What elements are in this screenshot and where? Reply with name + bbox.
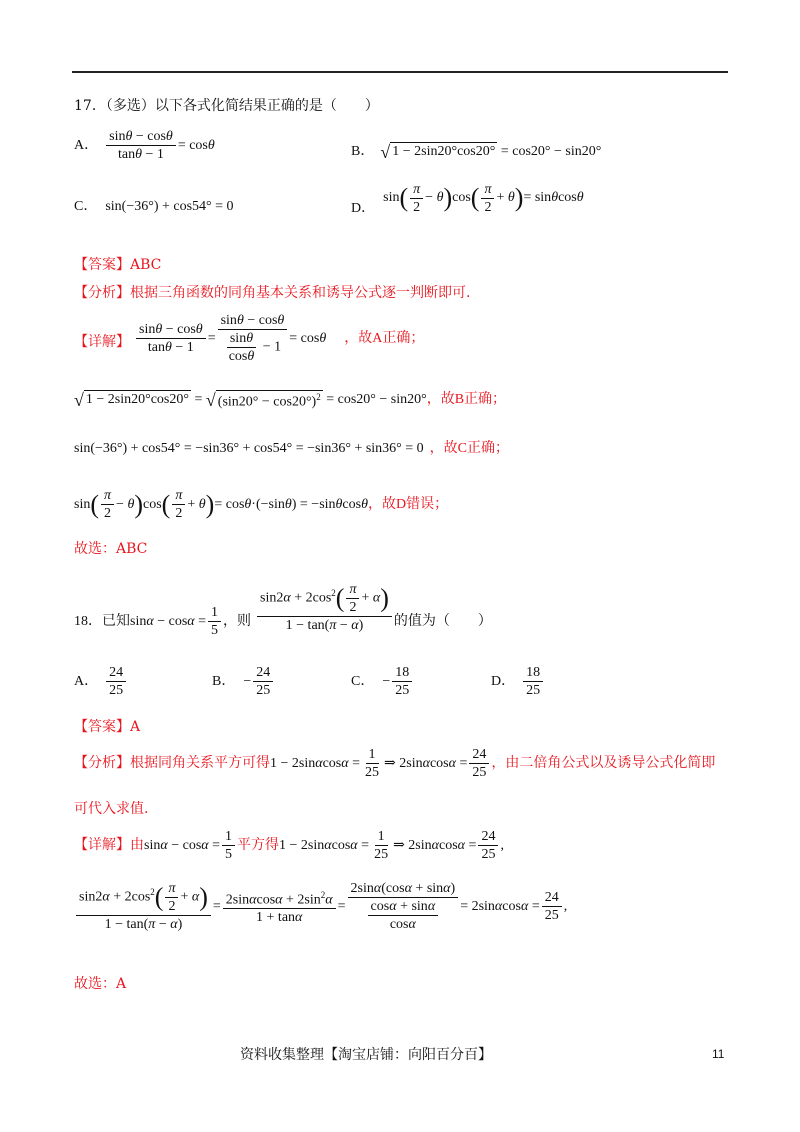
stem-prefix: 18．已知: [74, 613, 130, 629]
q17-answer: 【答案】ABC: [74, 257, 162, 273]
option-label: D．: [491, 673, 516, 689]
detail-prefix: 【详解】由: [74, 837, 144, 853]
q18-option-a: A． $\frac{24}{25}$: [74, 664, 128, 699]
q17-option-a: A． $\frac{\sin\theta - \cos\theta}{\tan\theta - 1}$ = cosθ: [74, 129, 215, 162]
q17-detail-b: √ 1 − 2sin20°cos20° = √ $(\sin 20^\circ - \cos 20^\circ)^2$ = cos20° − sin20° ，故B正确；: [74, 390, 507, 411]
q17-option-d: D． sin ( $\frac{\pi}{2}$ − θ ) cos ( $\frac{\pi}{2}$ + θ ) = sinθcosθ: [351, 181, 584, 216]
q18-detail-line2: $\sin 2\alpha + 2\cos^2$( $\frac{\pi}{2}$ + α) 1 − tan(π − α) = $\frac{2\sin\alpha\cos\alpha + 2\sin^2\alpha}{1 + \tan\alpha}$ = $\frac{2\sin\alpha(\cos\alpha + \sin\alpha)}{\frac{\cos\alpha + \sin\alpha}{\cos\alpha}}$ = 2sinαcosα = $\frac{24}{25}$ ,: [74, 880, 567, 933]
stem-suffix: 的值为（ ）: [393, 613, 492, 629]
stem-mid: ，则: [223, 613, 252, 629]
q17-detail-c: sin(−36°) + cos54° = −sin36° + cos54° = −sin36° + sin36° = 0 ，故C正确；: [74, 441, 509, 456]
option-label: A．: [74, 673, 99, 689]
q18-analysis-line2: 可代入求值.: [74, 801, 149, 817]
q18-stem: 18．已知 sinα − cosα = $\frac{1}{5}$ ，则 $\sin 2\alpha + 2\cos^2$( $\frac{\pi}{2}$ + α) 1 − tan(π − α) 的值为（ ）: [74, 582, 492, 638]
q18-option-c: C． − $\frac{18}{25}$: [351, 664, 414, 699]
q17-choice: 故选：ABC: [74, 541, 148, 557]
q17-option-c: C． sin(−36°) + cos54° = 0: [74, 199, 234, 214]
option-label: C．: [351, 673, 375, 689]
q18-option-d: D． $\frac{18}{25}$: [491, 664, 545, 699]
analysis-prefix: 【分析】根据同角关系平方可得: [74, 755, 270, 771]
option-label: D．: [351, 201, 376, 216]
q18-detail-line1: 【详解】由 sinα − cosα = $\frac{1}{5}$ 平方得 1 − 2sinαcosα = $\frac{1}{25}$ ⇒ 2sinαcosα = $\frac{24}{25}$ ,: [74, 829, 504, 862]
page-number: 11: [712, 1047, 725, 1061]
verdict-b: ，故B正确；: [426, 392, 507, 408]
detail-tag: 【详解】: [74, 334, 130, 350]
detail-mid: 平方得: [237, 837, 280, 853]
header-rule: [72, 71, 728, 73]
option-label: C．: [74, 199, 98, 214]
verdict-c: ，故C正确；: [429, 441, 509, 456]
q18-answer: 【答案】A: [74, 719, 141, 735]
analysis-suffix: ，由二倍角公式以及诱导公式化简即: [491, 755, 716, 771]
q18-option-b: B． − $\frac{24}{25}$: [212, 664, 275, 699]
option-label: A．: [74, 137, 99, 153]
q17-detail-d: sin ( $\frac{\pi}{2}$ − θ ) cos ( $\frac{\pi}{2}$ + θ ) = cosθ·(−sinθ) = −sinθcosθ ，故D错误；: [74, 488, 449, 521]
option-label: B．: [212, 673, 236, 689]
q18-analysis: 【分析】根据同角关系平方可得 1 − 2sinαcosα = $\frac{1}{25}$ ⇒ 2sinαcosα = $\frac{24}{25}$ ，由二倍角公式以及诱导公式化简即: [74, 747, 716, 780]
footer-text: 资料收集整理【淘宝店铺：向阳百分百】: [240, 1047, 492, 1063]
option-label: B．: [351, 144, 375, 159]
q18-choice: 故选：A: [74, 976, 127, 992]
verdict-a: ，故A正确；: [344, 330, 425, 346]
verdict-d: ，故D错误；: [367, 496, 449, 512]
q17-analysis: 【分析】根据三角函数的同角基本关系和诱导公式逐一判断即可.: [74, 285, 471, 301]
q17-option-b: B． √ 1 − 2sin20°cos20° = cos20° − sin20°: [351, 142, 602, 162]
q17-stem: 17．（多选）以下各式化简结果正确的是（ ）: [74, 98, 379, 114]
q17-detail-a: 【详解】 $\frac{\sin\theta - \cos\theta}{\tan\theta - 1}$ = sinθ − cosθ $\frac{\sin\theta}{\cos\theta}$ − 1 = cosθ ，故A正确；: [74, 313, 425, 364]
